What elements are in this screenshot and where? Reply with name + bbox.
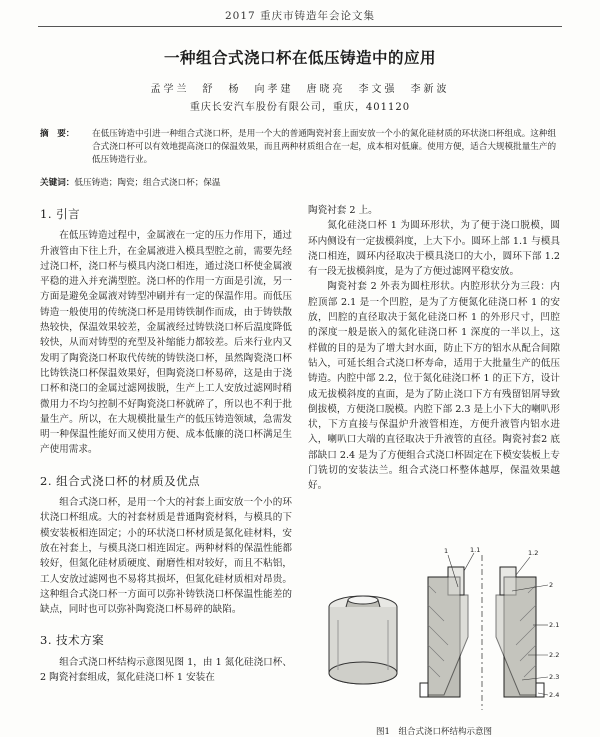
keywords-block [40, 176, 560, 188]
abstract-text: 在低压铸造中引进一种组合式浇口杯，是用一个大的普通陶瓷衬套上面安放一个小的氮化硅材质的环状浇口杯组成。这种组合式浇口杯可以有效地提高浇口的保温效果，而且两种材质组合在一起，成本相对低廉。使用方便，适合大规模批量生产的低压铸造行业。 [92, 129, 557, 165]
section-2-heading: 2. 组合式浇口杯的材质及优点 [40, 473, 201, 488]
figure-1-drawing [308, 545, 560, 725]
abstract-label: 摘 要： [40, 129, 75, 139]
right-paragraph-ceramic-sleeve: 陶瓷衬套 2 外表为圆柱形状。内腔形状分为三段：内腔顶部 2.1 是一个凹腔，是为了方便氮化硅浇口杯 1 的安放，凹腔的直径取决于氮化硅浇口杯 1 的外形尺寸，凹腔的深度一般是嵌入的氮化硅浇口杯 1 深度的一半以上，这样做的目的是为了增大封水面，防止下方的铝水从配合间隙钻入，可延长组合式浇口杯寿命，适用于大批量生产的低压铸造。内腔中部 2.2，位于氮化硅浇口杯 1 的正下方，设计成无拔模斜度的直面，是为了防止浇口下方有残留铝屑导致倒拔模，方便浇口脱模。内腔下部 2.3 是上小下大的喇叭形状，下方直接与保温炉升液管相连，方便升液管内铝水进入，喇叭口大端的直径取决于升液管的直径。陶瓷衬套2 底部缺口 2.4 是为了方便组合式浇口杯固定在下模安装板上专门铣切的安装法兰。组合式浇口杯整体越厚，保温效果越好。 [308, 281, 560, 492]
figure-label: 2.2 [549, 651, 560, 659]
right-paragraph-continued: 陶瓷衬套 2 上。 [308, 205, 378, 216]
keywords-text: 低压铸造；陶瓷；组合式浇口杯；保温 [74, 178, 221, 188]
figure-label: 2.3 [549, 673, 560, 681]
figure-label: 1.2 [528, 549, 539, 557]
section-3-heading: 3. 技术方案 [40, 633, 105, 648]
figure-1 [308, 545, 560, 735]
paper-affiliation: 重庆长安汽车股份有限公司，重庆，401120 [189, 102, 411, 113]
right-paragraph-nitride-cup: 氮化硅浇口杯 1 为圆环形状，为了便于浇口脱模，圆环内侧设有一定拔模斜度，上大下小。圆环上部 1.1 与模具浇口相连，圆环内径取决于模具浇口的大小，圆环下部 1.2 有一段无拔模斜度，是为了方便过滤网平稳安放。 [308, 220, 560, 278]
figure-label: 1.1 [470, 546, 481, 554]
isometric-view [329, 596, 397, 684]
header-rule [38, 26, 562, 27]
figure-1-caption: 图1 组合式浇口杯结构示意图 [376, 727, 492, 737]
section-1-heading: 1. 引言 [40, 207, 81, 221]
running-header: 2017 重庆市铸造年会论文集 [224, 10, 376, 22]
figure-label: 1 [444, 547, 449, 555]
abstract-block [40, 128, 560, 167]
left-column [40, 203, 292, 685]
section-view [420, 555, 544, 710]
figure-label: 2.4 [549, 691, 560, 699]
section-3-paragraph: 组合式浇口杯结构示意图见图 1，由 1 氮化硅浇口杯、2 陶瓷衬套组成，氮化硅浇口杯 1 安装在 [40, 656, 292, 684]
figure-label: 2.1 [549, 621, 560, 629]
right-column [308, 203, 560, 494]
paper-title: 一种组合式浇口杯在低压铸造中的应用 [163, 48, 436, 67]
section-1-paragraph: 在低压铸造过程中，金属液在一定的压力作用下，通过升液管由下往上升，在金属液进入模具型腔之前，需要先经过浇口杯，浇口杯与模具内浇口相连，通过浇口杯使金属液平稳的进入并充满型腔。浇口杯的作用一方面是引流，另一方面是避免金属液对铸型冲刷并有一定的保温作用。而低压铸造一般使用的传统浇口杯是用铸铁制作而成，由于铸铁散热较快，保温效果较差，金属液经过铸铁浇口杯后温度降低较快，从而对铸型的充型及补缩能力都较差。后来行业内又发明了陶瓷浇口杯取代传统的铸铁浇口杯，虽然陶瓷浇口杯比铸铁浇口杯保温效果好，但陶瓷浇口杯易碎，这是由于浇口杯和浇口的金属过滤网拔脱，生产上工人安放过滤网时稍微用力不均匀控制不好陶瓷浇口杯就碎了，所以也不利于批量生产。所以，在大规模批量生产的低压铸造领域，急需发明一种保温性能好而又使用方便、成本低廉的浇口杯满足生产使用需求。 [40, 230, 292, 456]
paper-authors: 孟学兰 舒 杨 向孝建 唐晓亮 李文强 李新波 [150, 84, 450, 95]
section-2-paragraph: 组合式浇口杯，是用一个大的衬套上面安放一个小的环状浇口杯组成。大的衬套材质是普通陶瓷材料，与模具的下模安装板相连固定；小的环状浇口杯材质是氮化硅材料，安放在衬套上，与模具浇口相连固定。两种材料的保温性能都较好，但氮化硅材质硬度、耐磨性相对较好，而且不粘铝，工人安放过滤网也不易将其损坏，但氮化硅材质相对昂贵。这种组合式浇口杯一方面可以弥补铸铁浇口杯保温性能差的缺点，同时也可以弥补陶瓷浇口杯易碎的缺陷。 [40, 497, 292, 616]
figure-label: 2 [549, 581, 554, 589]
keywords-label: 关键词： [40, 178, 75, 188]
